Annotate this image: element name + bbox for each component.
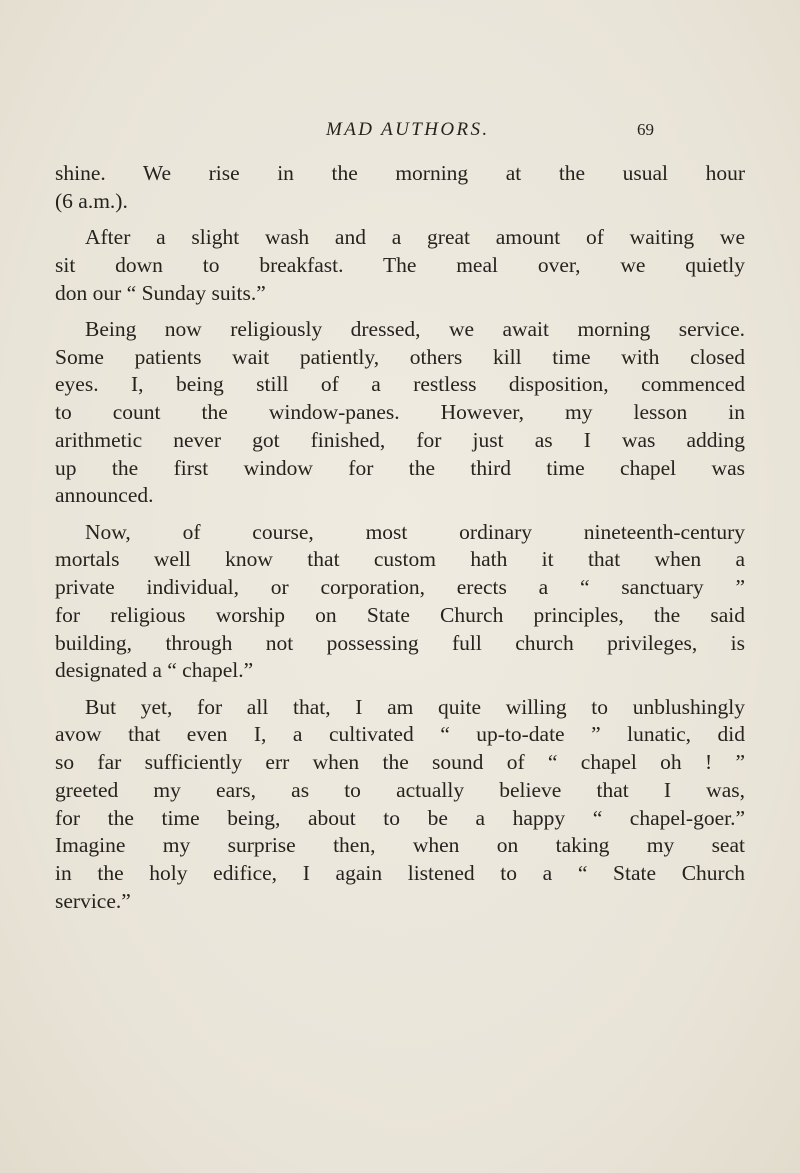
text-line: greeted my ears, as to actually believe that I was, (55, 777, 745, 802)
running-title: MAD AUTHORS. (326, 119, 490, 140)
text-line: Some patients wait patiently, others kill time with closed (55, 344, 745, 369)
text-line: building, through not possessing full church privileges, is (55, 630, 745, 655)
paragraph (55, 224, 745, 307)
text-line: sit down to breakfast. The meal over, we quietly (55, 252, 745, 277)
text-line: service.” (55, 888, 131, 913)
paragraph (55, 160, 745, 216)
text-line: private individual, or corporation, erects a “ sanctuary ” (55, 575, 745, 599)
text-line: Being now religiously dressed, we await morning service. (85, 316, 745, 341)
text-line: After a slight wash and a great amount of waiting we (85, 225, 745, 249)
text-line: announced. (55, 483, 154, 508)
text-line: mortals well know that custom hath it that when a (55, 547, 745, 572)
text-line: so far sufficiently err when the sound of “ chapel oh ! ” (55, 750, 745, 774)
paragraph (55, 519, 745, 686)
text-line: for religious worship on State Church principles, the said (55, 602, 745, 627)
paragraph (55, 694, 745, 916)
text-line: designated a “ chapel.” (55, 658, 254, 683)
text-line: (6 a.m.). (55, 188, 128, 213)
text-line: avow that even I, a cultivated “ up-to-date ” lunatic, did (55, 722, 745, 747)
text-line: don our “ Sunday suits.” (55, 280, 266, 305)
text-line: But yet, for all that, I am quite willing to unblushingly (85, 694, 745, 719)
text-line: arithmetic never got finished, for just as I was adding (55, 427, 745, 452)
text-line: in the holy edifice, I again listened to a “ State Church (55, 861, 745, 885)
text-line: Imagine my surprise then, when on taking my seat (55, 833, 745, 858)
text-line: for the time being, about to be a happy “ chapel-goer.” (55, 805, 745, 830)
text-line: Now, of course, most ordinary nineteenth-century (85, 519, 745, 544)
text-line: eyes. I, being still of a restless disposition, commenced (55, 372, 745, 397)
paragraph (55, 316, 745, 510)
page-number: 69 (637, 120, 654, 139)
text-line: up the first window for the third time chapel was (55, 455, 745, 480)
page-header (326, 119, 656, 147)
body-text (55, 160, 745, 924)
text-line: shine. We rise in the morning at the usual hour (55, 161, 745, 185)
text-line: to count the window-panes. However, my lesson in (55, 400, 745, 424)
